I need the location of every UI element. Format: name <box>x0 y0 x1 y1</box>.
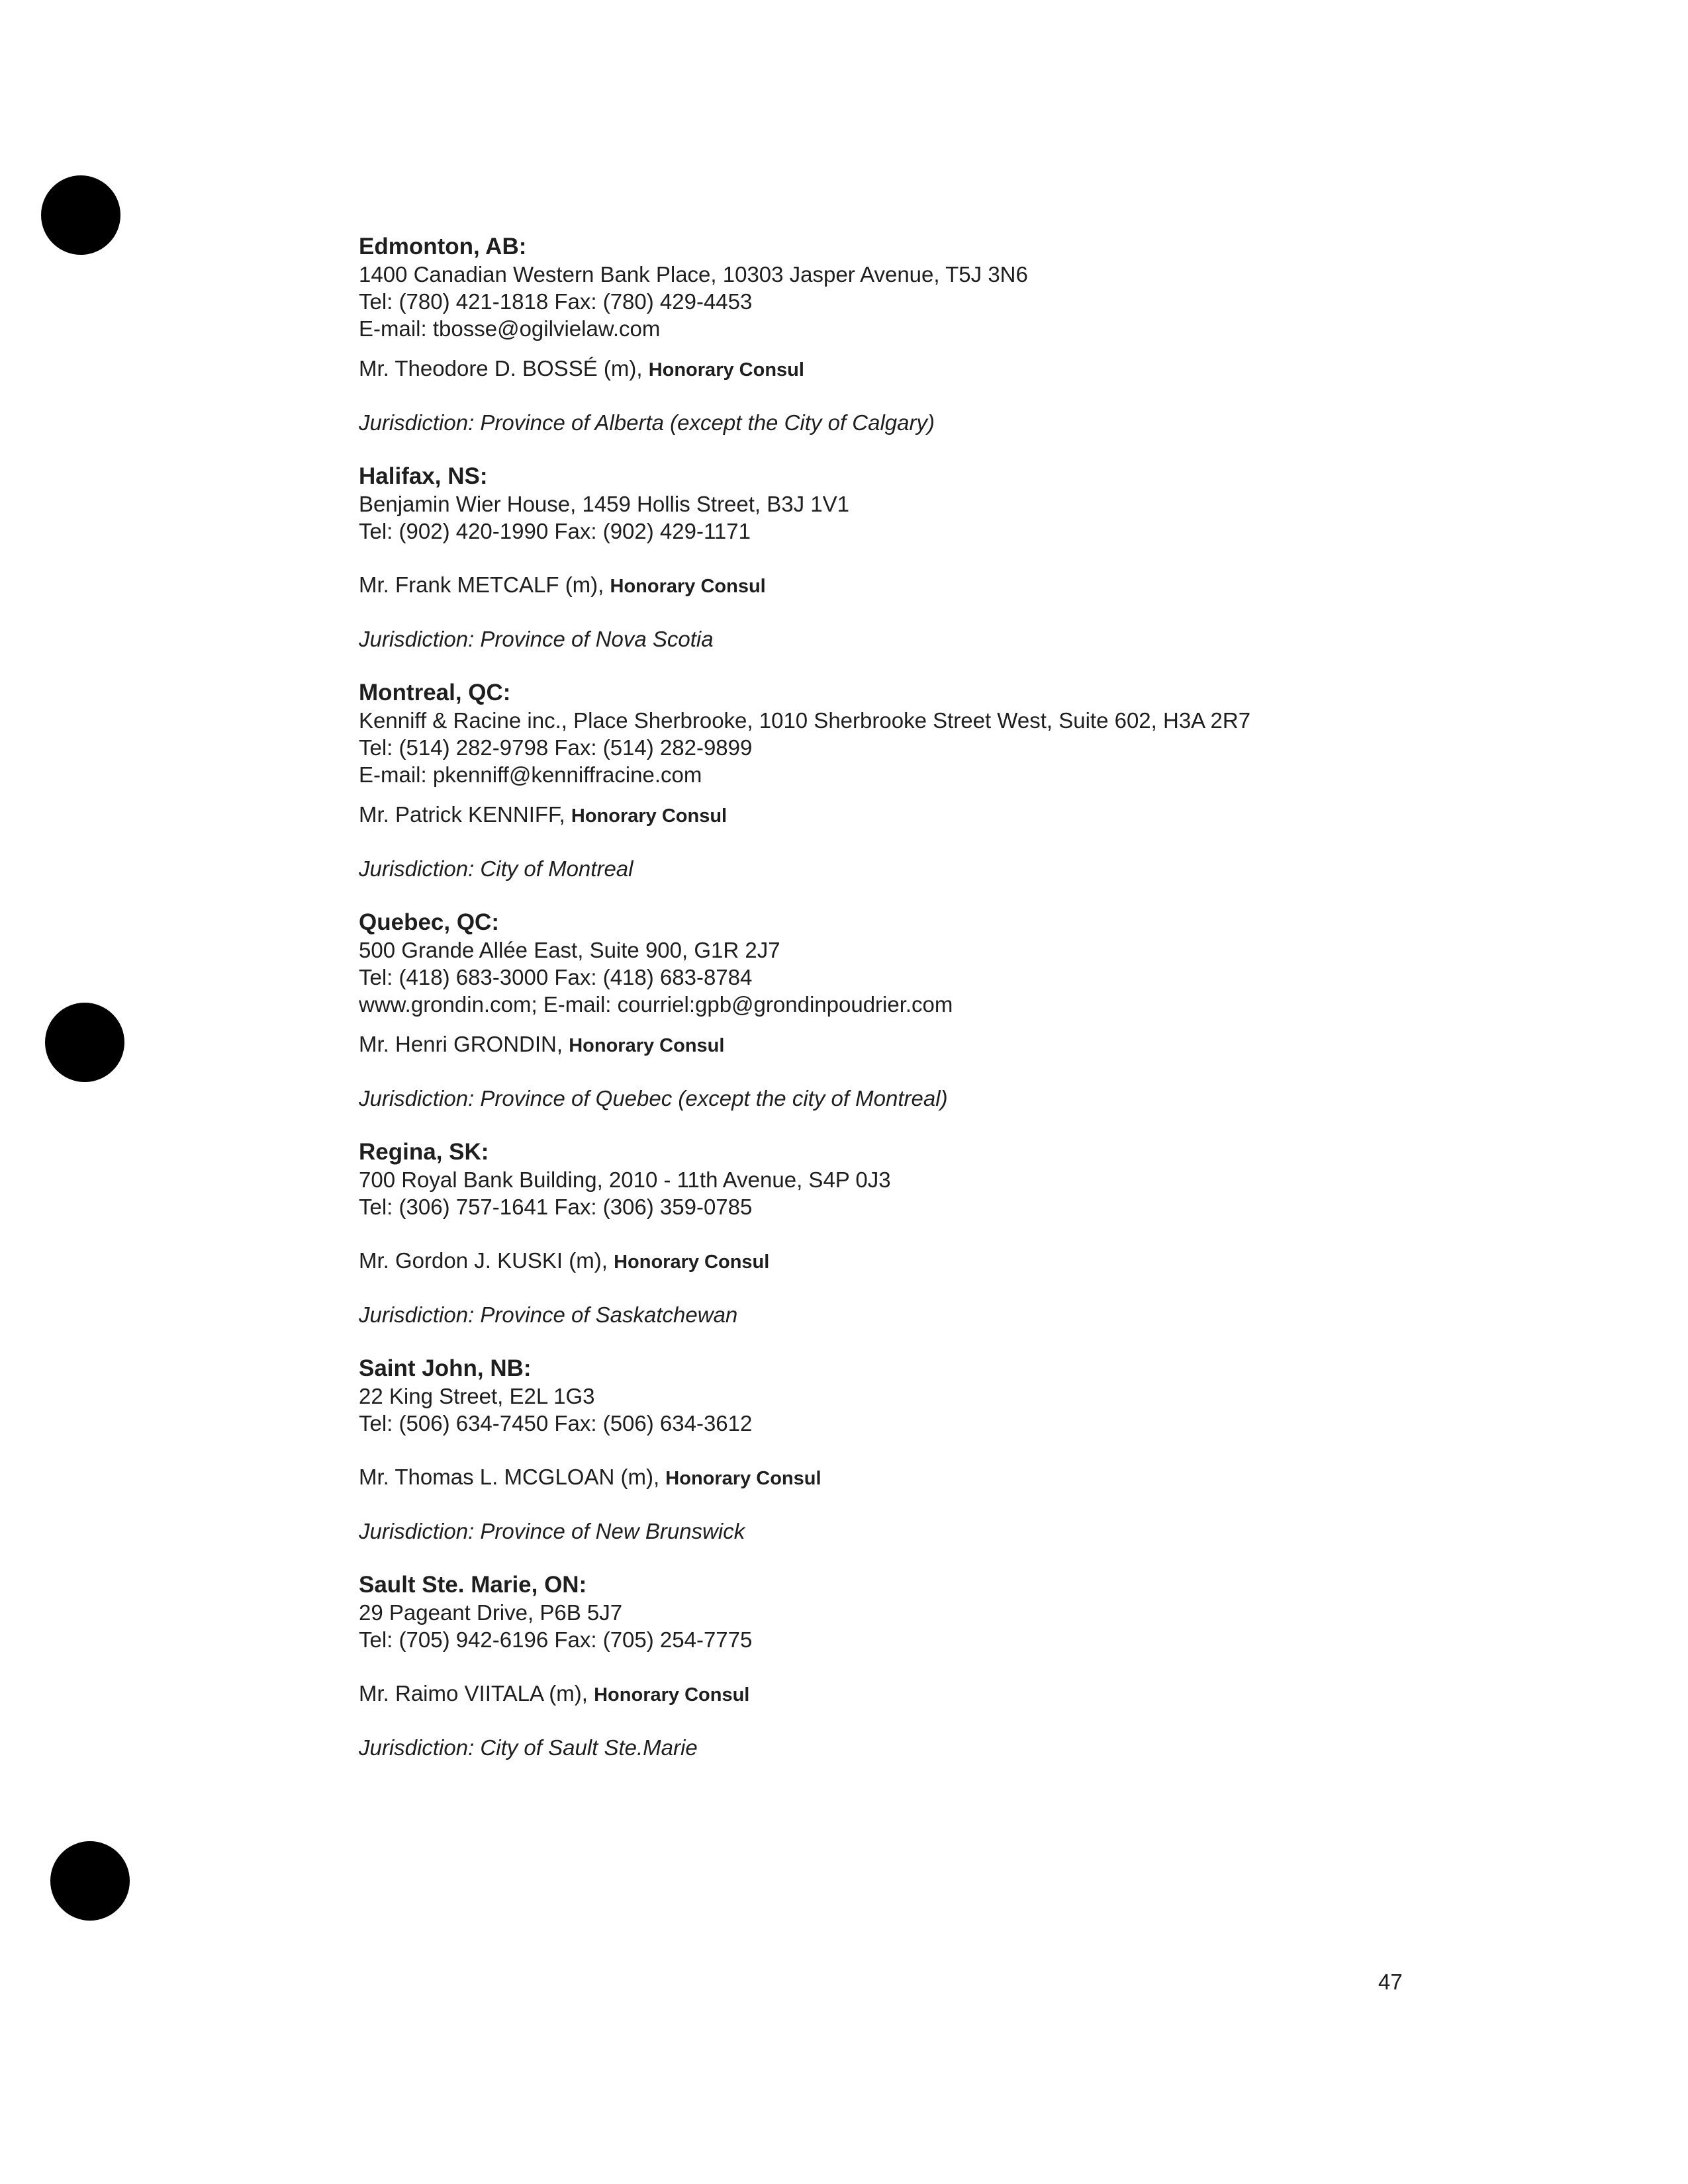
address-line: 700 Royal Bank Building, 2010 - 11th Avenue, S4P 0J3 <box>359 1167 891 1192</box>
city-heading: Sault Ste. Marie, ON: <box>359 1572 587 1598</box>
entry-sault-ste-marie <box>359 1571 1550 1761</box>
email-line: E-mail: tbosse@ogilvielaw.com <box>359 316 661 341</box>
entry-saint-john <box>359 1355 1550 1545</box>
consul-line <box>359 1031 1550 1059</box>
consul-title: Honorary Consul <box>665 1468 821 1489</box>
web-email-line: www.grondin.com; E-mail: courriel:gpb@grondinpoudrier.com <box>359 992 953 1017</box>
entry-halifax <box>359 463 1550 653</box>
address-line: Benjamin Wier House, 1459 Hollis Street, B3J 1V1 <box>359 492 850 516</box>
address-line: Kenniff & Racine inc., Place Sherbrooke, 1010 Sherbrooke Street West, Suite 602, H3A 2R7 <box>359 708 1251 733</box>
jurisdiction: Jurisdiction: City of Montreal <box>359 856 633 881</box>
phone-fax-line: Tel: (902) 420-1990 Fax: (902) 429-1171 <box>359 519 751 543</box>
consul-line <box>359 572 1550 600</box>
consul-title: Honorary Consul <box>614 1251 770 1273</box>
phone-fax-line: Tel: (418) 683-3000 Fax: (418) 683-8784 <box>359 965 753 989</box>
consul-name: Mr. Thomas L. MCGLOAN (m), <box>359 1465 666 1489</box>
entry-montreal <box>359 679 1550 882</box>
address-line: 1400 Canadian Western Bank Place, 10303 Jasper Avenue, T5J 3N6 <box>359 262 1028 287</box>
consul-line <box>359 1248 1550 1275</box>
city-heading: Halifax, NS: <box>359 463 488 489</box>
consul-title: Honorary Consul <box>594 1684 750 1706</box>
jurisdiction: Jurisdiction: Province of Nova Scotia <box>359 627 714 651</box>
email-line: E-mail: pkenniff@kenniffracine.com <box>359 762 702 787</box>
page-number: 47 <box>1378 1970 1403 1994</box>
consul-name: Mr. Gordon J. KUSKI (m), <box>359 1248 614 1273</box>
jurisdiction: Jurisdiction: Province of Quebec (except the city of Montreal) <box>359 1086 948 1111</box>
phone-fax-line: Tel: (306) 757-1641 Fax: (306) 359-0785 <box>359 1195 753 1219</box>
city-heading: Montreal, QC: <box>359 680 511 705</box>
consul-line <box>359 355 1550 383</box>
phone-fax-line: Tel: (506) 634-7450 Fax: (506) 634-3612 <box>359 1411 753 1435</box>
consul-title: Honorary Consul <box>610 576 766 597</box>
consul-line <box>359 1680 1550 1708</box>
phone-fax-line: Tel: (705) 942-6196 Fax: (705) 254-7775 <box>359 1627 753 1652</box>
consul-name: Mr. Patrick KENNIFF, <box>359 802 571 827</box>
entry-regina <box>359 1138 1550 1328</box>
address-line: 29 Pageant Drive, P6B 5J7 <box>359 1600 623 1625</box>
city-heading: Quebec, QC: <box>359 909 499 935</box>
jurisdiction: Jurisdiction: Province of Alberta (except the City of Calgary) <box>359 410 935 435</box>
phone-fax-line: Tel: (780) 421-1818 Fax: (780) 429-4453 <box>359 289 753 314</box>
consul-title: Honorary Consul <box>569 1035 725 1056</box>
consul-name: Mr. Frank METCALF (m), <box>359 572 610 597</box>
consul-line <box>359 1464 1550 1492</box>
city-heading: Edmonton, AB: <box>359 234 527 259</box>
jurisdiction: Jurisdiction: Province of New Brunswick <box>359 1519 745 1543</box>
address-line: 22 King Street, E2L 1G3 <box>359 1384 595 1408</box>
consul-title: Honorary Consul <box>648 359 804 381</box>
consul-name: Mr. Henri GRONDIN, <box>359 1032 569 1056</box>
consul-line <box>359 801 1550 829</box>
consul-name: Mr. Raimo VIITALA (m), <box>359 1681 594 1706</box>
jurisdiction: Jurisdiction: City of Sault Ste.Marie <box>359 1735 698 1760</box>
entry-quebec <box>359 909 1550 1112</box>
punch-hole-top <box>41 175 120 255</box>
city-heading: Regina, SK: <box>359 1139 489 1165</box>
consul-name: Mr. Theodore D. BOSSÉ (m), <box>359 356 649 381</box>
punch-hole-bottom <box>50 1841 130 1921</box>
address-line: 500 Grande Allée East, Suite 900, G1R 2J7 <box>359 938 780 962</box>
entry-edmonton <box>359 233 1550 436</box>
consul-title: Honorary Consul <box>571 805 727 827</box>
phone-fax-line: Tel: (514) 282-9798 Fax: (514) 282-9899 <box>359 735 753 760</box>
city-heading: Saint John, NB: <box>359 1355 532 1381</box>
consulate-list <box>359 233 1550 1788</box>
jurisdiction: Jurisdiction: Province of Saskatchewan <box>359 1302 738 1327</box>
punch-hole-middle <box>45 1003 124 1082</box>
